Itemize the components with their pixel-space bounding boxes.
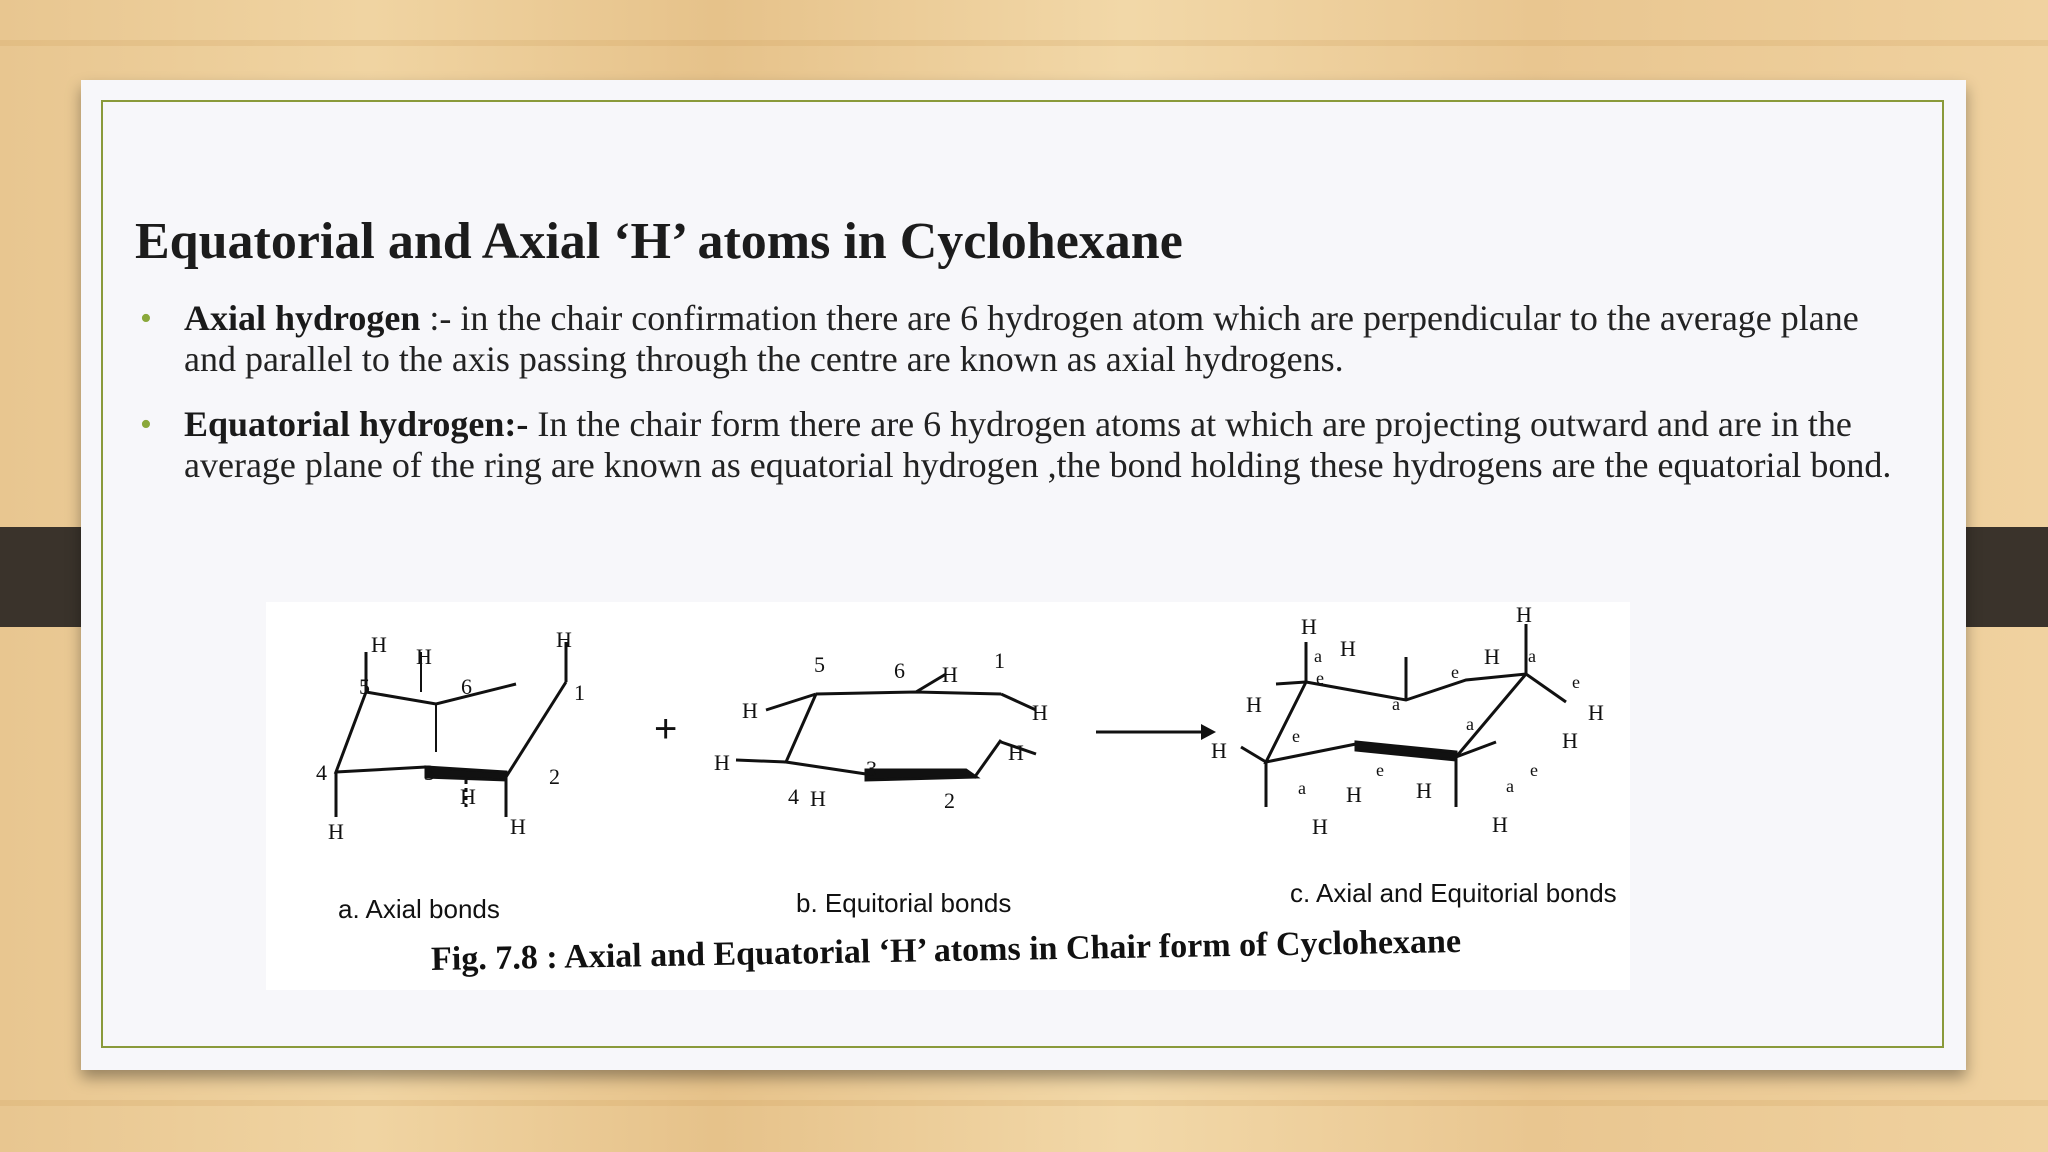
axial-chair (336, 642, 566, 817)
equatorial-mark: e (1451, 662, 1459, 682)
caption-equatorial-bonds: b. Equitorial bonds (796, 888, 1012, 918)
atom-label: H (742, 698, 758, 723)
atom-label: H (556, 627, 572, 652)
atom-label: H (416, 644, 432, 669)
atom-label: H (1032, 700, 1048, 725)
axial-mark: a (1298, 778, 1306, 798)
ring-number: 5 (359, 674, 370, 699)
ring-number: 1 (574, 680, 585, 705)
bullet-list (140, 298, 1900, 510)
ring-number: 2 (549, 764, 560, 789)
equatorial-mark: e (1572, 672, 1580, 692)
equatorial-mark: e (1292, 726, 1300, 746)
atom-label: H (371, 632, 387, 657)
equatorial-mark: e (1530, 760, 1538, 780)
combined-labels (1211, 602, 1604, 839)
combined-chair (1241, 624, 1566, 807)
ring-number: 6 (461, 674, 472, 699)
caption-axial-equatorial-bonds: c. Axial and Equitorial bonds (1290, 878, 1617, 908)
atom-label: H (1484, 644, 1500, 669)
plus-sign: + (654, 707, 678, 751)
atom-label: H (1562, 728, 1578, 753)
bullet-term: Axial hydrogen (184, 298, 421, 338)
bullet-text: :- in the chair confirmation there are 6 hydrogen atom which are perpendicular to the average plane and parallel to the axis passing through the centre are known as axial hydrogens. (184, 298, 1859, 379)
ring-number: 1 (994, 648, 1005, 673)
atom-label: H (1492, 812, 1508, 837)
slide-title: Equatorial and Axial ‘H’ atoms in Cyclohexane (135, 213, 1183, 270)
atom-label: H (1312, 814, 1328, 839)
axial-mark: a (1506, 776, 1514, 796)
atom-label: H (510, 814, 526, 839)
reaction-arrow (1096, 724, 1216, 740)
bullet-text: In the chair form there are 6 hydrogen atoms at which are projecting outward and are in the average plane of the ring are known as equatorial hydrogen ,the bond holding these hydrogens are the equatorial bond. (184, 404, 1892, 485)
figure-caption: Fig. 7.8 : Axial and Equatorial ‘H’ atoms in Chair form of Cyclohexane (430, 923, 1462, 978)
bullet-equatorial (140, 404, 1900, 486)
axial-mark: a (1528, 646, 1536, 666)
atom-label: H (1301, 614, 1317, 639)
ring-number: 3 (866, 756, 877, 781)
atom-label: H (714, 750, 730, 775)
axial-mark: a (1466, 714, 1474, 734)
atom-label: H (1416, 778, 1432, 803)
atom-label: H (1588, 700, 1604, 725)
atom-label: H (328, 819, 344, 844)
bullet-axial (140, 298, 1900, 380)
cyclohexane-figure (266, 602, 1630, 990)
atom-label: H (1340, 636, 1356, 661)
axial-mark: a (1392, 694, 1400, 714)
atom-label: H (1246, 692, 1262, 717)
atom-label: H (1008, 740, 1024, 765)
bullet-dot-icon: • (140, 300, 152, 337)
ring-number: 6 (894, 658, 905, 683)
atom-label: H (810, 786, 826, 811)
atom-label: H (1516, 602, 1532, 627)
caption-axial-bonds: a. Axial bonds (338, 894, 500, 924)
axial-mark: a (1314, 646, 1322, 666)
equatorial-labels (714, 648, 1048, 813)
ring-number: 4 (316, 760, 327, 785)
atom-label: H (1346, 782, 1362, 807)
ring-number: 3 (424, 760, 435, 785)
bullet-dot-icon: • (140, 406, 152, 443)
ring-number: 4 (788, 784, 799, 809)
ring-number: 2 (944, 788, 955, 813)
bullet-term: Equatorial hydrogen:- (184, 404, 529, 444)
atom-label: H (1211, 738, 1227, 763)
equatorial-mark: e (1376, 760, 1384, 780)
equatorial-mark: e (1316, 668, 1324, 688)
equatorial-chair (736, 674, 1036, 780)
atom-label: H (460, 784, 476, 809)
atom-label: H (942, 662, 958, 687)
ring-number: 5 (814, 652, 825, 677)
axial-labels (316, 627, 585, 844)
